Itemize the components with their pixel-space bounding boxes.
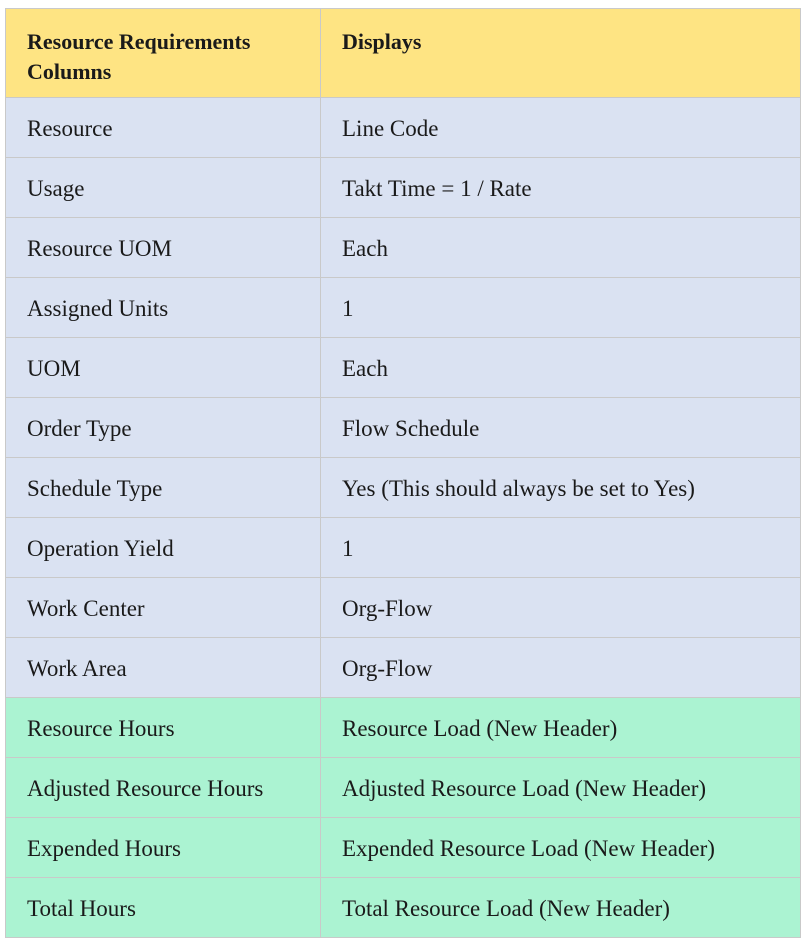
table-row	[6, 158, 801, 218]
cell-column-name: Adjusted Resource Hours	[6, 758, 321, 818]
table-row	[6, 578, 801, 638]
cell-column-name: Work Area	[6, 638, 321, 698]
table-row	[6, 878, 801, 938]
cell-displays: Takt Time = 1 / Rate	[321, 158, 801, 218]
cell-displays: 1	[321, 518, 801, 578]
cell-column-name: Operation Yield	[6, 518, 321, 578]
table-row	[6, 518, 801, 578]
cell-displays: Each	[321, 338, 801, 398]
cell-column-name: Usage	[6, 158, 321, 218]
table-header-row	[6, 9, 801, 98]
cell-column-name: Assigned Units	[6, 278, 321, 338]
cell-displays: Each	[321, 218, 801, 278]
resource-requirements-table	[5, 8, 801, 938]
table-row	[6, 818, 801, 878]
cell-column-name: Work Center	[6, 578, 321, 638]
column-header-displays: Displays	[321, 9, 801, 98]
table-row	[6, 98, 801, 158]
cell-column-name: UOM	[6, 338, 321, 398]
cell-displays: Line Code	[321, 98, 801, 158]
cell-displays: Org-Flow	[321, 638, 801, 698]
table-body	[6, 98, 801, 938]
cell-displays: Flow Schedule	[321, 398, 801, 458]
cell-displays: Org-Flow	[321, 578, 801, 638]
column-header-resource-requirements: Resource Requirements Columns	[6, 9, 321, 98]
table-row	[6, 398, 801, 458]
table-row	[6, 758, 801, 818]
table-row	[6, 338, 801, 398]
cell-column-name: Resource UOM	[6, 218, 321, 278]
cell-column-name: Order Type	[6, 398, 321, 458]
cell-column-name: Expended Hours	[6, 818, 321, 878]
cell-displays: Yes (This should always be set to Yes)	[321, 458, 801, 518]
cell-column-name: Total Hours	[6, 878, 321, 938]
cell-column-name: Resource	[6, 98, 321, 158]
cell-displays: 1	[321, 278, 801, 338]
cell-displays: Total Resource Load (New Header)	[321, 878, 801, 938]
cell-column-name: Resource Hours	[6, 698, 321, 758]
table-row	[6, 458, 801, 518]
cell-displays: Resource Load (New Header)	[321, 698, 801, 758]
table-row	[6, 638, 801, 698]
cell-displays: Expended Resource Load (New Header)	[321, 818, 801, 878]
cell-displays: Adjusted Resource Load (New Header)	[321, 758, 801, 818]
cell-column-name: Schedule Type	[6, 458, 321, 518]
table-row	[6, 698, 801, 758]
table-row	[6, 218, 801, 278]
table-row	[6, 278, 801, 338]
